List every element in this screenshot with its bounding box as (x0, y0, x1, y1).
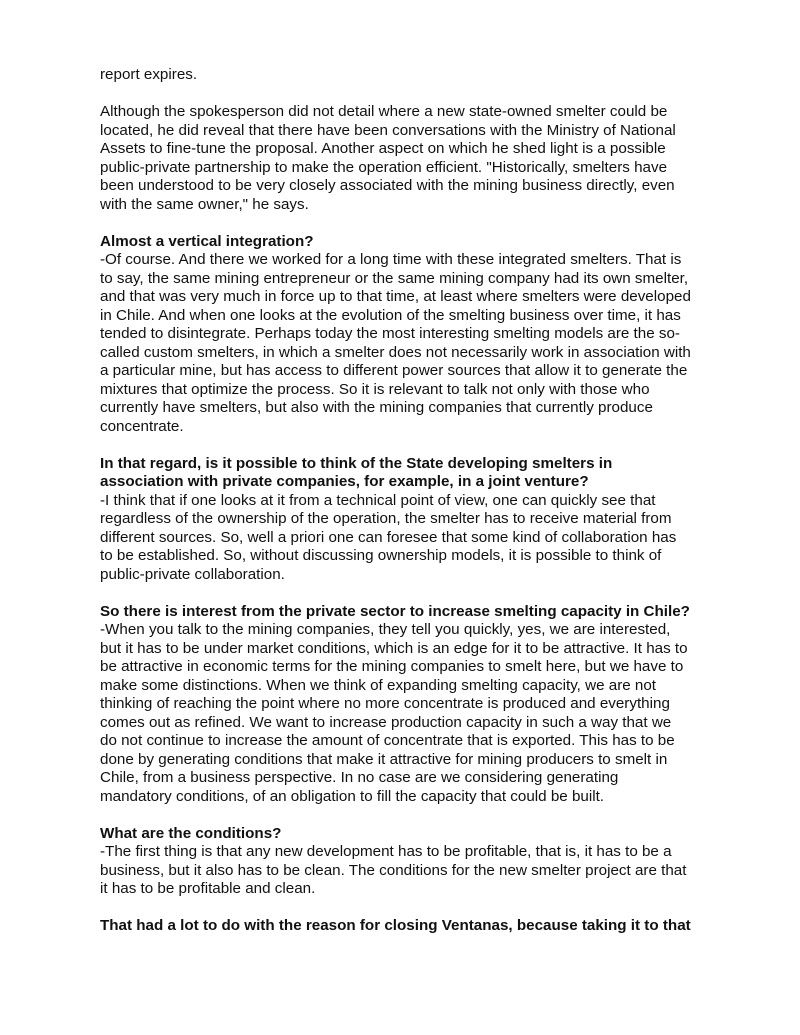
interview-section (100, 603, 720, 807)
answer-line: called custom smelters, in which a smelter does not necessarily work in association with (100, 343, 691, 361)
paragraph-spacer (100, 214, 720, 233)
answer-line: regardless of the ownership of the operation, the smelter has to receive material from (100, 510, 672, 527)
answer-line: different sources. So, well a priori one can foresee that some kind of collaboration has (100, 528, 677, 546)
answer-line: and that was very much in force up to that time, at least where smelters were developed (100, 288, 691, 305)
answer-line: concentrate. (100, 417, 184, 435)
answer-line: to be established. So, without discussing ownership models, it is possible to think of (100, 547, 662, 564)
question-heading-line: What are the conditions? (100, 824, 282, 842)
answer-line: public-private collaboration. (100, 565, 285, 583)
answer-line: currently have smelters, but also with the mining companies that currently produce (100, 399, 653, 416)
paragraph (100, 66, 720, 85)
answer-line: do not continue to increase the amount of concentrate that is exported. This has to be (100, 732, 675, 749)
paragraph-line: been understood to be very closely associated with the mining business directly, even (100, 177, 675, 194)
question-heading-line: In that regard, is it possible to think of the State developing smelters in (100, 454, 613, 472)
paragraph-line: with the same owner," he says. (100, 195, 309, 213)
answer-line: to say, the same mining entrepreneur or the same mining company had its own smelter, (100, 269, 689, 287)
answer-line: make some distinctions. When we think of expanding smelting capacity, we are not (100, 676, 657, 694)
question-heading-line: So there is interest from the private sector to increase smelting capacity in Chile? (100, 602, 690, 620)
paragraph-spacer (100, 436, 720, 455)
answer-line: mixtures that optimize the process. So it is relevant to talk not only with those who (100, 380, 650, 398)
interview-section (100, 825, 720, 899)
answer-line: Chile, from a business perspective. In no case are we considering generating (100, 769, 619, 786)
answer-line: done by generating conditions that make it attractive for mining producers to smelt in (100, 750, 668, 768)
paragraph-line: Assets to fine-tune the proposal. Another aspect on which he shed light is a possible (100, 140, 666, 157)
answer-line: comes out as refined. We want to increase production capacity in such a way that we (100, 713, 672, 731)
paragraph (100, 103, 720, 214)
paragraph-spacer (100, 584, 720, 603)
answer-line: thinking of reaching the point where no more concentrate is produced and everything (100, 695, 670, 712)
interview-section (100, 233, 720, 437)
answer-line: mandatory conditions, of an obligation to fill the capacity that could be built. (100, 787, 605, 805)
question-heading-line: association with private companies, for example, in a joint venture? (100, 473, 589, 490)
paragraph-line: report expires. (100, 66, 198, 83)
answer-line: in Chile. And when one looks at the evolution of the smelting business over time, it has (100, 306, 681, 324)
answer-line: be attractive in economic terms for the mining companies to smelt here, but we have to (100, 658, 684, 675)
answer-line: tended to disintegrate. Perhaps today the most interesting smelting models are the so- (100, 325, 680, 342)
answer-line: -The first thing is that any new development has to be profitable, that is, it has to be a (100, 843, 672, 860)
answer-line: a particular mine, but has access to different power sources that allow it to generate the (100, 362, 688, 379)
answer-line: but it has to be under market conditions, which is an edge for it to be attractive. It has to (100, 639, 688, 657)
paragraph-line: located, he did reveal that there have been conversations with the Ministry of National (100, 121, 676, 139)
answer-line: it has to be profitable and clean. (100, 880, 316, 897)
paragraph-spacer (100, 899, 720, 918)
answer-line: business, but it also has to be clean. The conditions for the new smelter project are that (100, 861, 687, 879)
question-heading-line: That had a lot to do with the reason for closing Ventanas, because taking it to that (100, 917, 691, 934)
interview-section (100, 455, 720, 585)
paragraph-spacer (100, 806, 720, 825)
question-heading-line: Almost a vertical integration? (100, 232, 314, 250)
interview-section (100, 917, 720, 936)
paragraph-spacer (100, 85, 720, 104)
answer-line: -When you talk to the mining companies, they tell you quickly, yes, we are interested, (100, 621, 671, 638)
paragraph-line: public-private partnership to make the operation efficient. "Historically, smelters have (100, 158, 668, 176)
paragraph-line: Although the spokesperson did not detail where a new state-owned smelter could be (100, 103, 668, 120)
answer-line: -I think that if one looks at it from a technical point of view, one can quickly see that (100, 491, 656, 509)
answer-line: -Of course. And there we worked for a long time with these integrated smelters. That is (100, 251, 682, 268)
document-body (100, 66, 720, 936)
